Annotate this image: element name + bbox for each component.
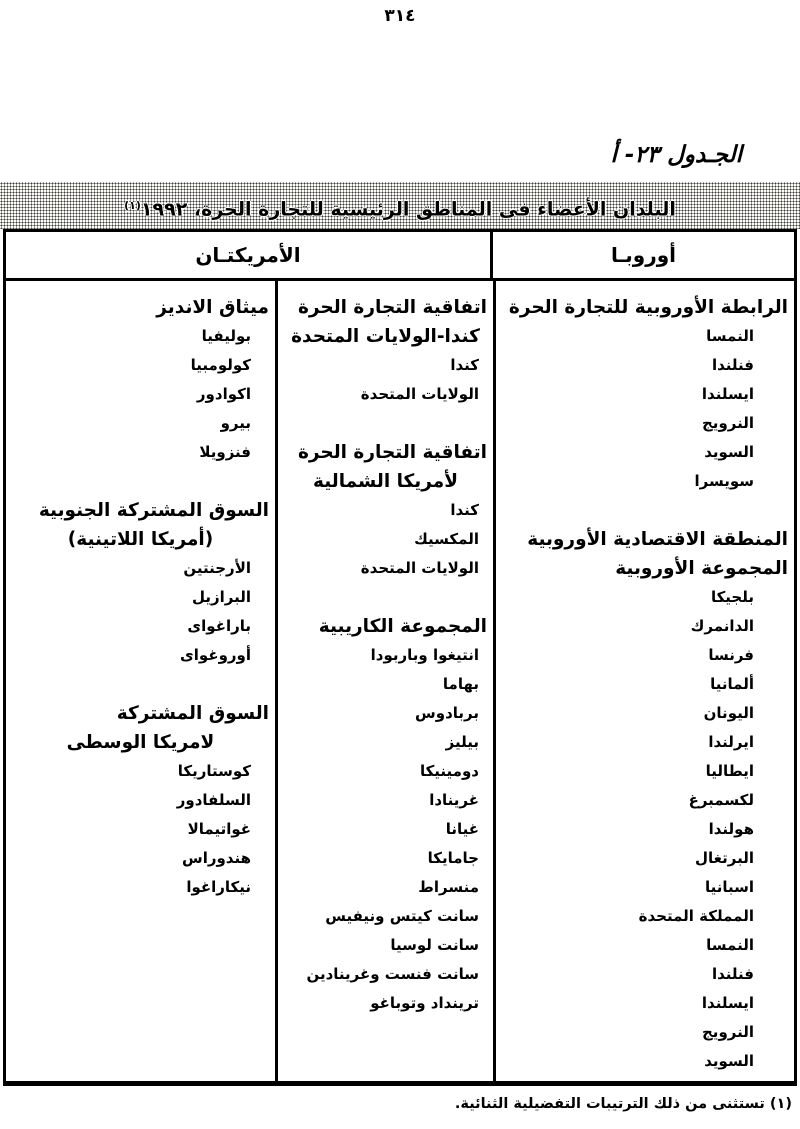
country-item: النمسا [706,936,754,954]
country-item: فنلندا [712,965,754,983]
country-item: ايسلندا [701,385,754,403]
country-item: هندوراس [182,849,251,867]
country-item: لكسمبرغ [688,791,754,809]
americas-inner-column [275,281,493,1081]
country-item: أوروغواى [180,646,251,664]
section-heading: (أمريكا اللاتينية) [67,529,214,550]
country-item: كندا [450,501,479,519]
country-item: سانت كيتس ونيفيس [325,907,479,925]
country-item: ترينداد وتوباغو [370,994,479,1012]
country-item: دومينيكا [419,762,479,780]
country-item: فنلندا [712,356,754,374]
country-item: النرويج [702,414,754,432]
country-item: السويد [704,1052,754,1070]
country-item: انتيغوا وباربودا [370,646,479,664]
section-heading: كندا-الولايات المتحدة [291,326,480,347]
country-item: كندا [450,356,479,374]
column-header-europe: أوروبـا [490,232,794,278]
country-item: غرينادا [429,791,479,809]
country-item: بيرو [220,414,251,432]
country-item: السويد [704,443,754,461]
section-heading: اتفاقية التجارة الحرة [297,442,487,463]
country-item: كولومبيا [190,356,251,374]
country-item: سويسرا [694,472,754,490]
table-label: الجـدول ٢٣- أ [610,142,742,168]
row-gap [496,496,794,525]
country-item: اكوادور [196,385,251,403]
country-item: بلجيكا [710,588,754,606]
row-gap [278,409,493,438]
page-number: ٣١٤ [384,6,416,26]
country-item: البرازيل [191,588,251,606]
free-trade-areas-table [3,229,797,1086]
country-item: بهاما [442,675,479,693]
country-item: الدانمرك [690,617,754,635]
table-body [6,281,794,1081]
country-item: غيانا [445,820,479,838]
row-gap [278,583,493,612]
section-heading: لأمريكا الشمالية [312,471,458,492]
table-title: البلدان الأعضاء فى المناطق الرئيسية للتجارة الحرة، ١٩٩٢ [140,198,676,221]
country-item: جامايكا [427,849,479,867]
column-header-americas: الأمريكتـان [195,243,301,267]
section-heading: ميثاق الانديز [156,297,269,318]
country-item: سانت لوسيا [390,936,479,954]
section-heading: السوق المشتركة [116,703,269,724]
country-item: بربادوس [415,704,479,722]
country-item: ايرلندا [708,733,754,751]
section-heading: المنطقة الاقتصادية الأوروبية [527,529,788,550]
country-item: المكسيك [414,530,479,548]
country-item: سانت فنست وغرينادين [306,965,479,983]
section-heading: المجموعة الكاريبية [318,616,487,637]
country-item: هولندا [708,820,754,838]
country-item: بيليز [445,733,479,751]
footnote-reference: (١) [124,199,141,212]
section-heading: اتفاقية التجارة الحرة [297,297,487,318]
country-item: ايسلندا [701,994,754,1012]
country-item: الولايات المتحدة [360,385,479,403]
country-item: ألمانيا [710,675,754,693]
country-item: اسبانيا [704,878,754,896]
americas-outer-column [6,281,275,1081]
table-header-row [6,232,794,281]
country-item: غواتيمالا [187,820,251,838]
country-item: فرنسا [708,646,754,664]
country-item: بوليفيا [201,327,251,345]
country-item: السلفادور [176,791,251,809]
europe-column [493,281,794,1081]
country-item: المملكة المتحدة [638,907,754,925]
row-gap [6,670,275,699]
row-gap [6,467,275,496]
footnote: (١) تستثنى من ذلك الترتيبات التفضيلية الثنائية. [454,1096,792,1112]
country-item: النرويج [702,1023,754,1041]
country-item: كوستاريكا [177,762,251,780]
section-heading: الرابطة الأوروبية للتجارة الحرة [508,297,788,318]
table-title-banner [0,182,800,229]
country-item: الأرجنتين [183,559,251,577]
section-heading: لامريكا الوسطى [66,732,215,753]
country-item: ايطاليا [705,762,754,780]
country-item: منسراط [418,878,479,896]
section-heading: المجموعة الأوروبية [615,558,788,579]
country-item: نيكاراغوا [186,878,251,896]
country-item: اليونان [703,704,754,722]
country-item: باراغواى [187,617,251,635]
country-item: الولايات المتحدة [360,559,479,577]
section-heading: السوق المشتركة الجنوبية [38,500,269,521]
country-item: النمسا [706,327,754,345]
country-item: فنزويلا [199,443,251,461]
country-item: البرتغال [695,849,754,867]
